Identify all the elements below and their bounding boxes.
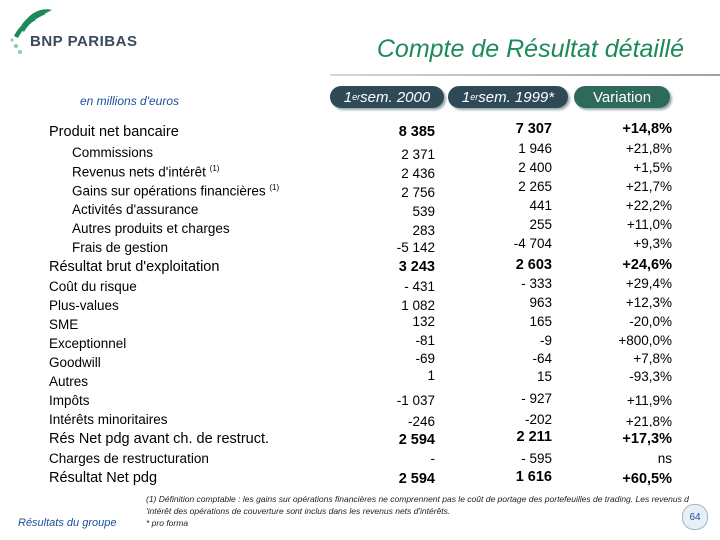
- value-s1-1999: 963: [529, 295, 552, 310]
- value-s1-2000: -: [430, 451, 435, 466]
- value-s1-2000: -81: [415, 333, 435, 348]
- table-row: [0, 412, 720, 427]
- value-s1-2000: 1: [427, 368, 435, 383]
- row-label: Autres produits et charges: [72, 221, 230, 236]
- table-row: [0, 314, 720, 336]
- row-label: Résultat brut d'exploitation: [49, 259, 220, 275]
- row-label: Autres: [49, 374, 89, 389]
- units-label: en millions d'euros: [80, 94, 180, 108]
- value-variation: +60,5%: [622, 471, 672, 487]
- table-row: [0, 198, 720, 221]
- column-header-s1-2000: 1 er sem. 2000: [330, 86, 444, 108]
- row-label: Impôts: [49, 393, 90, 408]
- value-variation: +21,7%: [625, 179, 672, 194]
- row-label: Activités d'assurance: [72, 202, 199, 217]
- table-row: [0, 217, 720, 240]
- value-variation: +22,2%: [625, 198, 672, 213]
- footnote-pro-forma: * pro forma: [146, 518, 189, 528]
- title-underline: [330, 74, 720, 76]
- table-row: [0, 295, 720, 317]
- value-variation: +9,3%: [633, 236, 672, 251]
- table-row: [0, 333, 720, 355]
- value-s1-2000: 2 594: [398, 471, 435, 487]
- value-s1-2000: -1 037: [396, 393, 435, 408]
- value-variation: +11,0%: [626, 217, 672, 232]
- row-label: Commissions: [72, 145, 154, 160]
- row-label: Exceptionnel: [49, 336, 127, 351]
- value-s1-1999: 1 616: [515, 469, 552, 485]
- table-row: [0, 160, 720, 183]
- row-label: Revenus nets d'intérêt $^{(1)}$: [72, 164, 220, 180]
- value-variation: +14,8%: [622, 121, 672, 137]
- value-s1-2000: 2 594: [398, 432, 435, 448]
- table-row: [0, 368, 720, 393]
- row-label: Frais de gestion: [72, 240, 169, 255]
- value-s1-2000: -69: [415, 351, 435, 366]
- value-s1-1999: 2 211: [516, 429, 552, 445]
- table-row: [0, 431, 720, 450]
- value-s1-2000: -246: [407, 414, 435, 427]
- value-s1-2000: 1 082: [401, 298, 435, 313]
- row-label: Produit net bancaire: [49, 124, 179, 140]
- value-variation: +17,3%: [622, 431, 672, 447]
- value-variation: +1,5%: [633, 160, 672, 175]
- table-row: [0, 351, 720, 374]
- value-s1-1999: -9: [539, 333, 552, 348]
- footnote-definition: (1) Définition comptable : les gains sur opérations financières ne comprennent pas le coût de portage des portefeuilles de trading. Les revenus d 'intérêt des opérations de couverture sont inclus dans les revenus nets d'intérêts.: [146, 494, 689, 516]
- value-s1-1999: 2 400: [518, 160, 552, 175]
- value-s1-2000: -5 142: [396, 240, 435, 255]
- value-s1-2000: 8 385: [398, 124, 435, 140]
- value-variation: +24,6%: [622, 257, 672, 273]
- value-variation: +12,3%: [625, 295, 672, 310]
- table-row: [0, 121, 720, 143]
- row-label: Rés Net pdg avant ch. de restruct.: [49, 431, 270, 447]
- table-row: [0, 393, 720, 412]
- value-s1-1999: 1 946: [518, 141, 552, 156]
- value-variation: +21,8%: [625, 141, 672, 156]
- value-variation: +21,8%: [625, 414, 672, 427]
- value-s1-1999: -202: [524, 412, 552, 427]
- value-s1-2000: 2 756: [401, 185, 435, 200]
- value-variation: +7,8%: [633, 351, 672, 366]
- value-variation: +29,4%: [625, 276, 672, 291]
- column-header-variation: Variation: [574, 86, 670, 108]
- table-row: [0, 259, 720, 278]
- table-row: [0, 236, 720, 259]
- row-label: Intérêts minoritaires: [49, 412, 168, 427]
- value-s1-1999: - 595: [521, 451, 552, 466]
- brand-name: BNP PARIBAS: [30, 33, 138, 50]
- table-row: [0, 179, 720, 202]
- value-s1-1999: 2 603: [515, 257, 552, 273]
- value-s1-2000: 3 243: [398, 259, 435, 275]
- row-label: Charges de restructuration: [49, 451, 209, 466]
- value-s1-2000: - 431: [404, 279, 435, 294]
- section-label: Résultats du groupe: [18, 517, 117, 529]
- table-row: [0, 451, 720, 470]
- value-s1-2000: 132: [412, 314, 435, 329]
- column-header-s1-1999: 1 er sem. 1999*: [448, 86, 568, 108]
- value-s1-1999: - 927: [521, 391, 552, 406]
- page-number: 64: [682, 504, 708, 530]
- value-s1-2000: 539: [412, 204, 435, 219]
- row-label: Gains sur opérations financières $^{(1)}$: [72, 183, 280, 199]
- value-s1-2000: 283: [412, 223, 435, 238]
- row-label: Coût du risque: [49, 279, 137, 294]
- value-s1-1999: - 333: [521, 276, 552, 291]
- row-label: Résultat Net pdg: [49, 470, 158, 486]
- row-label: Goodwill: [49, 355, 101, 370]
- row-label: SME: [49, 317, 79, 332]
- footnote: [146, 493, 694, 529]
- value-s1-1999: 7 307: [515, 121, 552, 137]
- table-row: [0, 470, 720, 489]
- value-s1-2000: 2 436: [401, 166, 435, 181]
- value-s1-1999: -4 704: [513, 236, 552, 251]
- value-variation: +11,9%: [626, 393, 672, 408]
- value-s1-1999: -64: [532, 351, 552, 366]
- page-title: Compte de Résultat détaillé: [376, 35, 684, 63]
- value-variation: +800,0%: [618, 333, 672, 348]
- value-variation: ns: [657, 451, 672, 466]
- value-s1-2000: 2 371: [401, 147, 435, 162]
- value-s1-1999: 165: [529, 314, 552, 329]
- value-s1-1999: 441: [529, 198, 552, 213]
- value-s1-1999: 2 265: [518, 179, 552, 194]
- table-row: [0, 141, 720, 164]
- value-s1-1999: 15: [536, 369, 552, 384]
- value-variation: -93,3%: [629, 369, 672, 384]
- table-row: [0, 276, 720, 298]
- row-label: Plus-values: [49, 298, 119, 313]
- value-s1-1999: 255: [529, 217, 552, 232]
- value-variation: -20,0%: [629, 314, 672, 329]
